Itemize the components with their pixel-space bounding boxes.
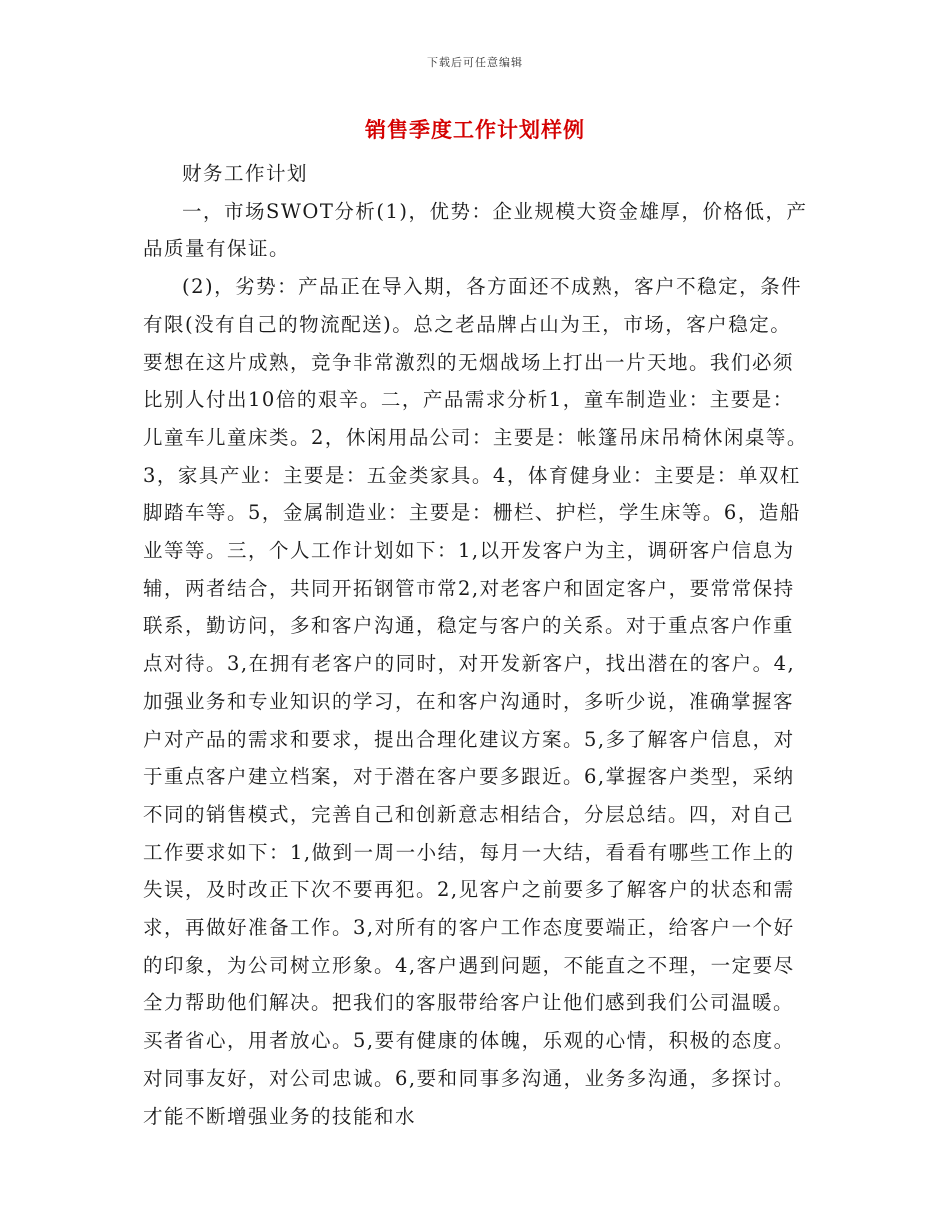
document-title: 销售季度工作计划样例 <box>365 117 585 142</box>
header-note: 下载后可任意编辑 <box>427 56 523 69</box>
paragraph-main-content: (2)，劣势：产品正在导入期，各方面还不成熟，客户不稳定，条件有限(没有自己的物流配送)。总之老品牌占山为王，市场，客户稳定。要想在这片成熟，竞争非常激烈的无烟战场上打出一片天地。我们必须比别人付出10倍的艰辛。二，产品需求分析1，童车制造业：主要是：儿童车儿童床类。2，休闲用品公司：主要是：帐篷吊床吊椅休闲桌等。3，家具产业：主要是：五金类家具。4，体育健身业：主要是：单双杠脚踏车等。5，金属制造业：主要是：栅栏、护栏，学生床等。6，造船业等等。三，个人工作计划如下：1,以开发客户为主，调研客户信息为辅，两者结合，共同开拓钢管市常2,对老客户和固定客户，要常常保持联系，勤访问，多和客户沟通，稳定与客户的关系。对于重点客户作重点对待。3,在拥有老客户的同时，对开发新客户，找出潜在的客户。4,加强业务和专业知识的学习，在和客户沟通时，多听少说，准确掌握客户对产品的需求和要求，提出合理化建议方案。5,多了解客户信息，对于重点客户建立档案，对于潜在客户要多跟近。6,掌握客户类型，采纳不同的销售模式，完善自己和创新意志相结合，分层总结。四，对自己工作要求如下：1,做到一周一小结，每月一大结，看看有哪些工作上的失误，及时改正下次不要再犯。2,见客户之前要多了解客户的状态和需求，再做好准备工作。3,对所有的客户工作态度要端正，给客户一个好的印象，为公司树立形象。4,客户遇到问题，不能直之不理，一定要尽全力帮助他们解决。把我们的客服带给客户让他们感到我们公司温暖。买者省心，用者放心。5,要有健康的体魄，乐观的心情，积极的态度。对同事友好，对公司忠诚。6,要和同事多沟通，业务多沟通，多探讨。才能不断增强业务的技能和水 <box>143 275 808 1128</box>
document-body <box>143 155 808 1135</box>
paragraph-swot-strengths: 一，市场SWOT分析(1)，优势：企业规模大资金雄厚，价格低，产品质量有保证。 <box>143 199 808 261</box>
paragraph-heading: 财务工作计划 <box>182 162 309 185</box>
